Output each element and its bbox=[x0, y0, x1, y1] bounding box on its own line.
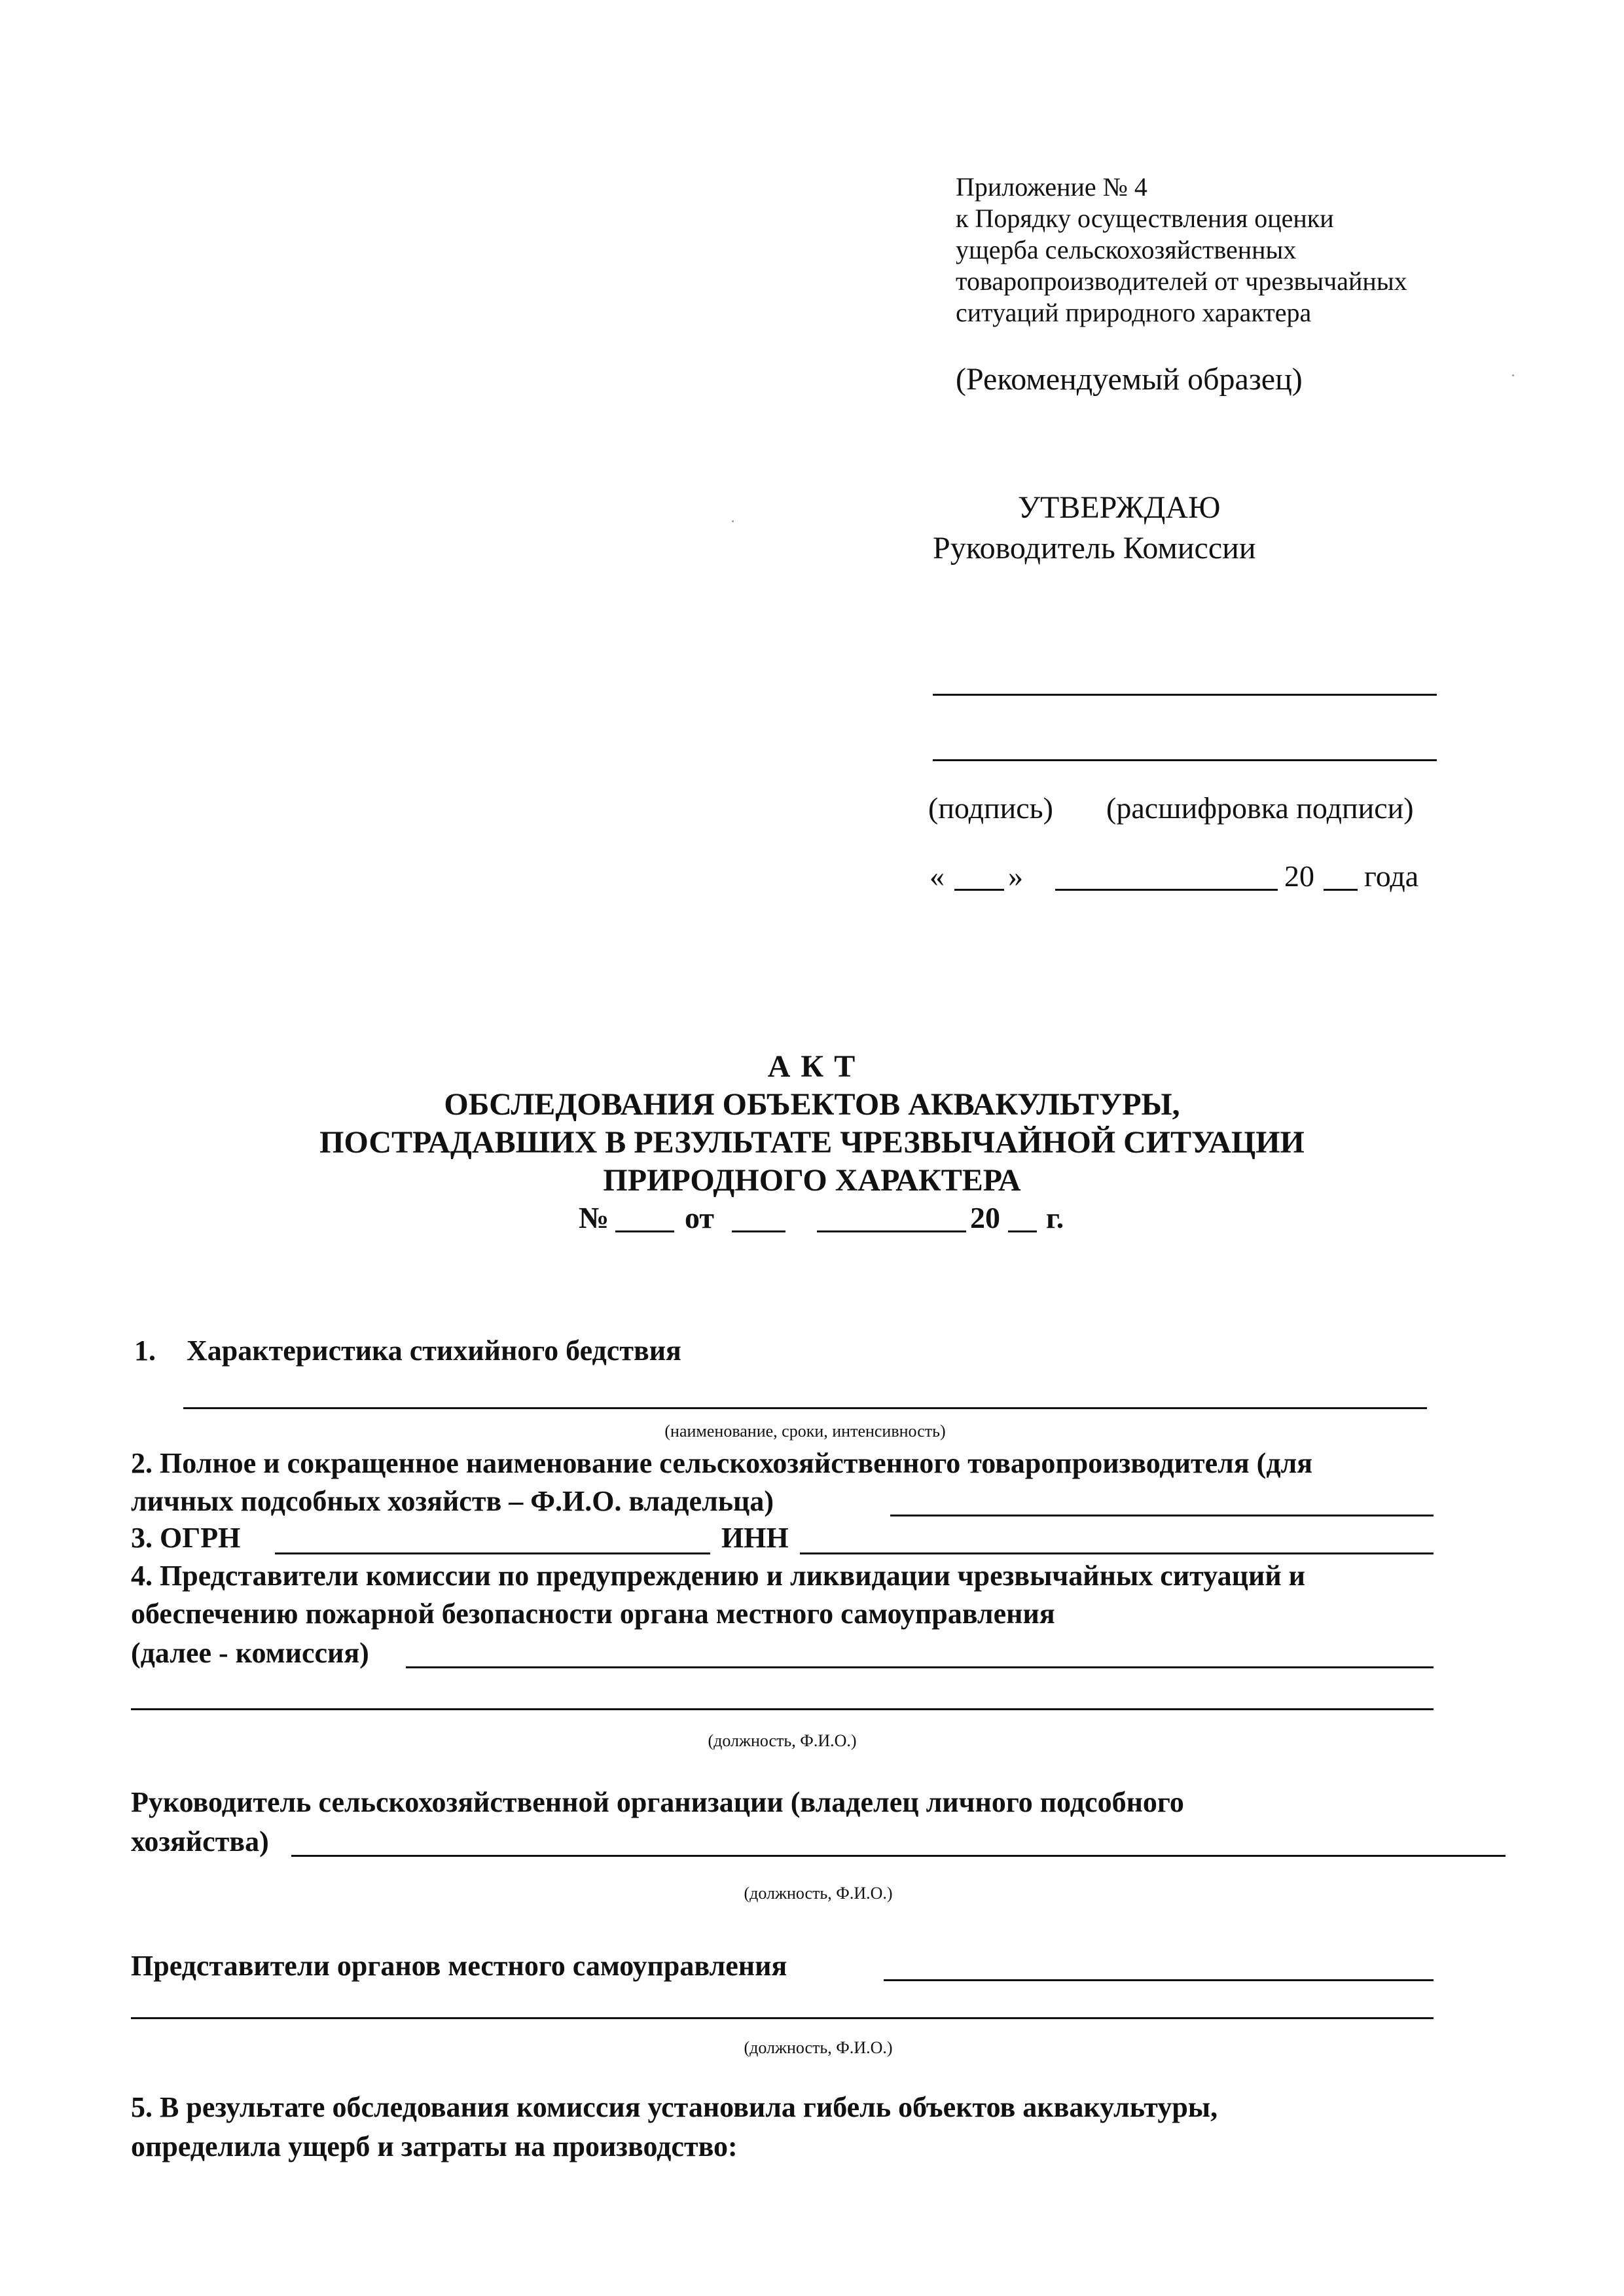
local-line-1 bbox=[884, 1979, 1434, 1981]
section-4-line-3: (далее - комиссия) bbox=[131, 1637, 369, 1669]
section-1-title: Характеристика стихийного бедствия bbox=[187, 1335, 681, 1367]
section-5-line-1: 5. В результате обследования комиссия установила гибель объектов аквакультуры, bbox=[131, 2091, 1218, 2123]
appendix-line-2: к Порядку осуществления оценки bbox=[956, 204, 1334, 233]
scan-speck bbox=[1512, 374, 1514, 376]
act-year-suffix: г. bbox=[1046, 1201, 1064, 1234]
section-1-caption: (наименование, сроки, интенсивность) bbox=[664, 1422, 946, 1441]
approval-role: Руководитель Комиссии bbox=[933, 531, 1256, 565]
act-title: А К Т bbox=[767, 1049, 857, 1084]
section-2-line-2: личных подсобных хозяйств – Ф.И.О. владельца) bbox=[131, 1485, 774, 1517]
ogrn-line bbox=[275, 1552, 710, 1554]
section-4-line-1: 4. Представители комиссии по предупреждению и ликвидации чрезвычайных ситуаций и bbox=[131, 1560, 1306, 1592]
signature-decode-caption: (расшифровка подписи) bbox=[1106, 791, 1414, 825]
approval-year-blank bbox=[1324, 889, 1358, 891]
appendix-line-4: товаропроизводителей от чрезвычайных bbox=[956, 266, 1407, 296]
approval-day-blank bbox=[954, 889, 1004, 891]
approval-month-blank bbox=[1055, 889, 1278, 891]
approval-date-close-quote: » bbox=[1008, 859, 1023, 893]
act-from-word: от bbox=[685, 1201, 714, 1234]
approval-year-suffix: года bbox=[1364, 859, 1419, 893]
inn-line bbox=[800, 1552, 1434, 1554]
act-year-blank bbox=[1008, 1230, 1037, 1232]
section-5-line-2: определила ущерб и затраты на производство: bbox=[131, 2130, 738, 2162]
local-line-2 bbox=[131, 2017, 1434, 2019]
act-number-blank bbox=[615, 1230, 674, 1232]
act-month-blank bbox=[817, 1230, 966, 1232]
head-caption: (должность, Ф.И.О.) bbox=[744, 1884, 893, 1903]
act-year-prefix: 20 bbox=[970, 1201, 1000, 1234]
section-4-line-2: обеспечению пожарной безопасности органа местного самоуправления bbox=[131, 1598, 1055, 1630]
local-caption: (должность, Ф.И.О.) bbox=[744, 2038, 893, 2057]
act-number-sign: № bbox=[579, 1201, 609, 1234]
head-line-2: хозяйства) bbox=[131, 1825, 269, 1857]
act-day-blank bbox=[732, 1230, 785, 1232]
approval-date-open-quote: « bbox=[929, 859, 945, 893]
appendix-line-5: ситуаций природного характера bbox=[956, 298, 1312, 327]
act-subtitle-3: ПРИРОДНОГО ХАРАКТЕРА bbox=[603, 1163, 1021, 1198]
ogrn-label: 3. ОГРН bbox=[131, 1522, 241, 1554]
commission-caption: (должность, Ф.И.О.) bbox=[708, 1731, 857, 1750]
appendix-line-1: Приложение № 4 bbox=[956, 172, 1147, 202]
approval-title: УТВЕРЖДАЮ bbox=[1018, 490, 1221, 525]
section-1-input-line bbox=[183, 1407, 1427, 1409]
signature-line-2 bbox=[933, 759, 1437, 761]
signature-line-1 bbox=[933, 694, 1437, 696]
inn-label: ИНН bbox=[721, 1522, 789, 1554]
signature-caption: (подпись) bbox=[928, 791, 1053, 825]
commission-line-2 bbox=[131, 1708, 1434, 1710]
sample-note: (Рекомендуемый образец) bbox=[956, 362, 1303, 397]
act-subtitle-1: ОБСЛЕДОВАНИЯ ОБЪЕКТОВ АКВАКУЛЬТУРЫ, bbox=[444, 1087, 1180, 1122]
local-label: Представители органов местного самоуправления bbox=[131, 1950, 787, 1982]
approval-year-prefix: 20 bbox=[1284, 859, 1314, 893]
scan-speck bbox=[732, 520, 734, 522]
appendix-line-3: ущерба сельскохозяйственных bbox=[956, 235, 1297, 264]
head-line-1: Руководитель сельскохозяйственной организации (владелец личного подсобного bbox=[131, 1786, 1184, 1818]
act-subtitle-2: ПОСТРАДАВШИХ В РЕЗУЛЬТАТЕ ЧРЕЗВЫЧАЙНОЙ СИТУАЦИИ bbox=[319, 1125, 1305, 1160]
section-2-line-1: 2. Полное и сокращенное наименование сельскохозяйственного товаропроизводителя (для bbox=[131, 1447, 1313, 1479]
head-name-line bbox=[291, 1855, 1506, 1857]
commission-line-1 bbox=[406, 1666, 1434, 1668]
owner-name-line bbox=[890, 1515, 1434, 1516]
section-1-number: 1. bbox=[134, 1335, 156, 1367]
appendix-block bbox=[956, 171, 1407, 329]
